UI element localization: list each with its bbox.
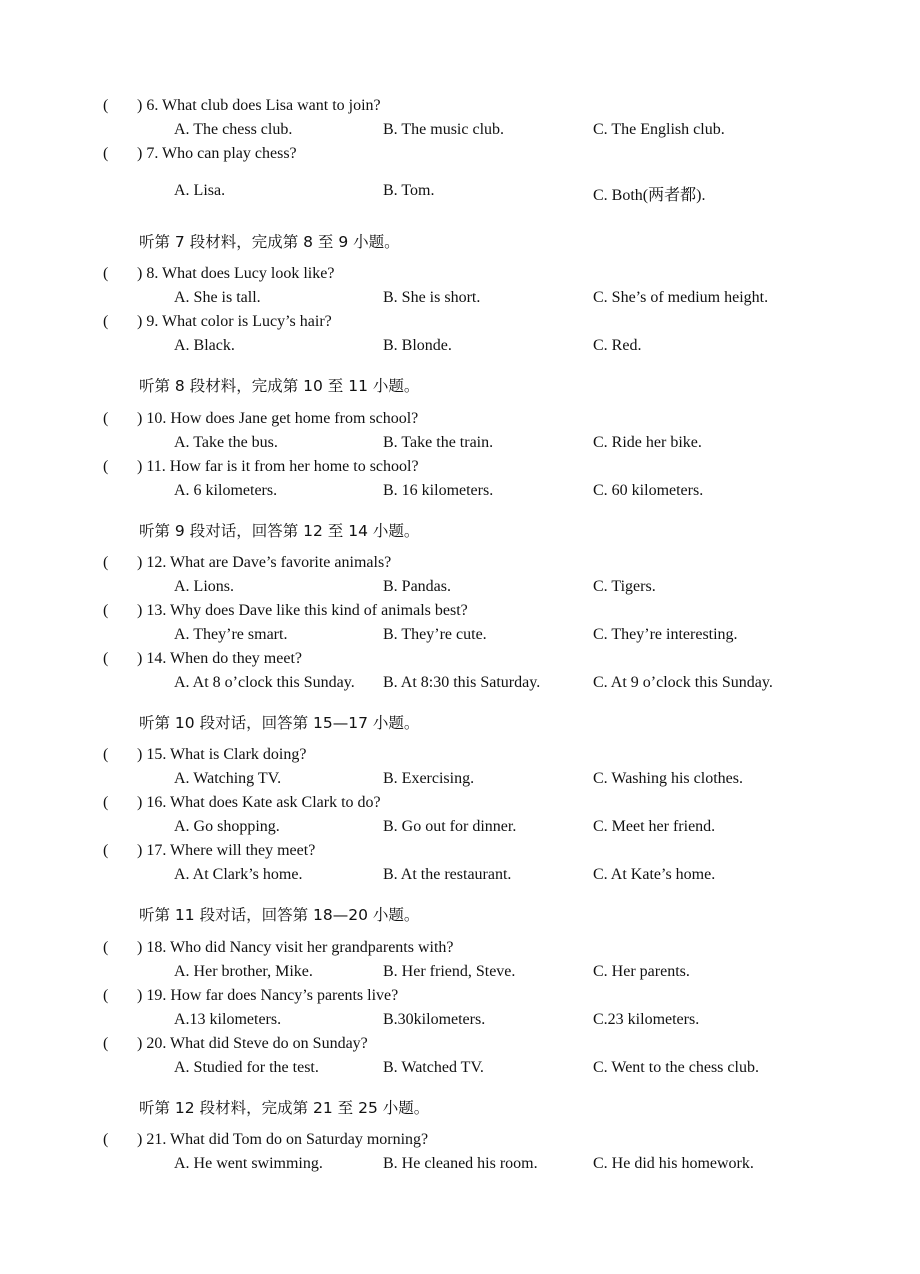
question-text: ) 11. How far is it from her home to school? <box>137 458 419 475</box>
question-text: ) 12. What are Dave’s favorite animals? <box>137 554 392 571</box>
option-b: B. 16 kilometers. <box>383 482 494 499</box>
option-c: C. At Kate’s home. <box>593 866 716 883</box>
section-header: 听第 9 段对话，回答第 12 至 14 小题。 <box>139 522 420 540</box>
option-a: A. At Clark’s home. <box>174 866 303 883</box>
option-c: C. 60 kilometers. <box>593 482 704 499</box>
section-header: 听第 8 段材料，完成第 10 至 11 小题。 <box>139 377 420 395</box>
question-8 <box>103 265 334 283</box>
option-c: C. Red. <box>593 337 642 354</box>
answer-blank[interactable]: ( <box>103 602 109 619</box>
question-text: ) 16. What does Kate ask Clark to do? <box>137 794 381 811</box>
question-text: ) 15. What is Clark doing? <box>137 746 307 763</box>
option-a: A. They’re smart. <box>174 626 288 643</box>
question-text: ) 14. When do they meet? <box>137 650 302 667</box>
question-14 <box>103 650 302 668</box>
option-a: A. Black. <box>174 337 235 354</box>
answer-blank[interactable]: ( <box>103 265 109 282</box>
option-b: B. Pandas. <box>383 578 451 595</box>
option-c: C. Washing his clothes. <box>593 770 743 787</box>
question-6 <box>103 97 381 115</box>
question-17 <box>103 842 315 860</box>
option-c: C. They’re interesting. <box>593 626 738 643</box>
option-a: A. Lisa. <box>174 182 226 199</box>
question-text: ) 6. What club does Lisa want to join? <box>137 97 381 114</box>
question-text: ) 21. What did Tom do on Saturday morning? <box>137 1131 429 1148</box>
option-b: B. Go out for dinner. <box>383 818 517 835</box>
question-13 <box>103 602 468 620</box>
option-a: A. Her brother, Mike. <box>174 963 313 980</box>
option-a: A. At 8 o’clock this Sunday. <box>174 674 355 691</box>
answer-blank[interactable]: ( <box>103 410 109 427</box>
question-text: ) 19. How far does Nancy’s parents live? <box>137 987 399 1004</box>
question-text: ) 9. What color is Lucy’s hair? <box>137 313 332 330</box>
question-21 <box>103 1131 428 1149</box>
option-a: A. He went swimming. <box>174 1155 323 1172</box>
option-b: B. The music club. <box>383 121 505 138</box>
option-b: B. Take the train. <box>383 434 494 451</box>
option-b: B. She is short. <box>383 289 481 306</box>
option-b: B. He cleaned his room. <box>383 1155 538 1172</box>
option-c: C. The English club. <box>593 121 725 138</box>
option-c: C. Ride her bike. <box>593 434 702 451</box>
option-b: B. At the restaurant. <box>383 866 512 883</box>
option-c: C. At 9 o’clock this Sunday. <box>593 674 773 691</box>
answer-blank[interactable]: ( <box>103 145 109 162</box>
answer-blank[interactable]: ( <box>103 794 109 811</box>
option-a: A. Lions. <box>174 578 234 595</box>
answer-blank[interactable]: ( <box>103 987 109 1004</box>
option-c: C. Both(两者都). <box>593 187 706 204</box>
answer-blank[interactable]: ( <box>103 458 109 475</box>
question-10 <box>103 410 418 428</box>
option-b: B. Tom. <box>383 182 435 199</box>
answer-blank[interactable]: ( <box>103 842 109 859</box>
option-a: A. Watching TV. <box>174 770 282 787</box>
question-text: ) 20. What did Steve do on Sunday? <box>137 1035 368 1052</box>
option-c: C. Went to the chess club. <box>593 1059 759 1076</box>
question-11 <box>103 458 419 476</box>
answer-blank[interactable]: ( <box>103 746 109 763</box>
question-7 <box>103 145 297 163</box>
option-b: B. At 8:30 this Saturday. <box>383 674 541 691</box>
option-a: A. The chess club. <box>174 121 293 138</box>
option-c: C. Tigers. <box>593 578 656 595</box>
section-header: 听第 11 段对话，回答第 18—20 小题。 <box>139 906 420 924</box>
question-16 <box>103 794 381 812</box>
option-c: C.23 kilometers. <box>593 1011 700 1028</box>
question-text: ) 17. Where will they meet? <box>137 842 316 859</box>
section-header: 听第 10 段对话，回答第 15—17 小题。 <box>139 714 420 732</box>
option-a: A. She is tall. <box>174 289 261 306</box>
option-c: C. Meet her friend. <box>593 818 716 835</box>
option-a: A. 6 kilometers. <box>174 482 278 499</box>
question-18 <box>103 939 454 957</box>
answer-blank[interactable]: ( <box>103 650 109 667</box>
option-b: B.30kilometers. <box>383 1011 486 1028</box>
option-b: B. Her friend, Steve. <box>383 963 516 980</box>
option-c: C. He did his homework. <box>593 1155 754 1172</box>
option-a: A. Studied for the test. <box>174 1059 319 1076</box>
option-b: B. They’re cute. <box>383 626 487 643</box>
question-19 <box>103 987 398 1005</box>
question-15 <box>103 746 306 764</box>
option-c: C. She’s of medium height. <box>593 289 769 306</box>
option-a: A. Take the bus. <box>174 434 278 451</box>
question-text: ) 13. Why does Dave like this kind of animals best? <box>137 602 468 619</box>
question-text: ) 18. Who did Nancy visit her grandparents with? <box>137 939 454 956</box>
option-b: B. Blonde. <box>383 337 452 354</box>
question-text: ) 7. Who can play chess? <box>137 145 297 162</box>
answer-blank[interactable]: ( <box>103 97 109 114</box>
option-b: B. Watched TV. <box>383 1059 484 1076</box>
option-c: C. Her parents. <box>593 963 690 980</box>
answer-blank[interactable]: ( <box>103 313 109 330</box>
option-b: B. Exercising. <box>383 770 475 787</box>
section-header: 听第 7 段材料，完成第 8 至 9 小题。 <box>139 233 400 251</box>
answer-blank[interactable]: ( <box>103 1131 109 1148</box>
option-a: A.13 kilometers. <box>174 1011 282 1028</box>
question-12 <box>103 554 391 572</box>
answer-blank[interactable]: ( <box>103 1035 109 1052</box>
question-text: ) 10. How does Jane get home from school? <box>137 410 419 427</box>
answer-blank[interactable]: ( <box>103 939 109 956</box>
question-9 <box>103 313 332 331</box>
question-20 <box>103 1035 368 1053</box>
section-header: 听第 12 段材料，完成第 21 至 25 小题。 <box>139 1099 430 1117</box>
answer-blank[interactable]: ( <box>103 554 109 571</box>
question-text: ) 8. What does Lucy look like? <box>137 265 335 282</box>
option-a: A. Go shopping. <box>174 818 280 835</box>
